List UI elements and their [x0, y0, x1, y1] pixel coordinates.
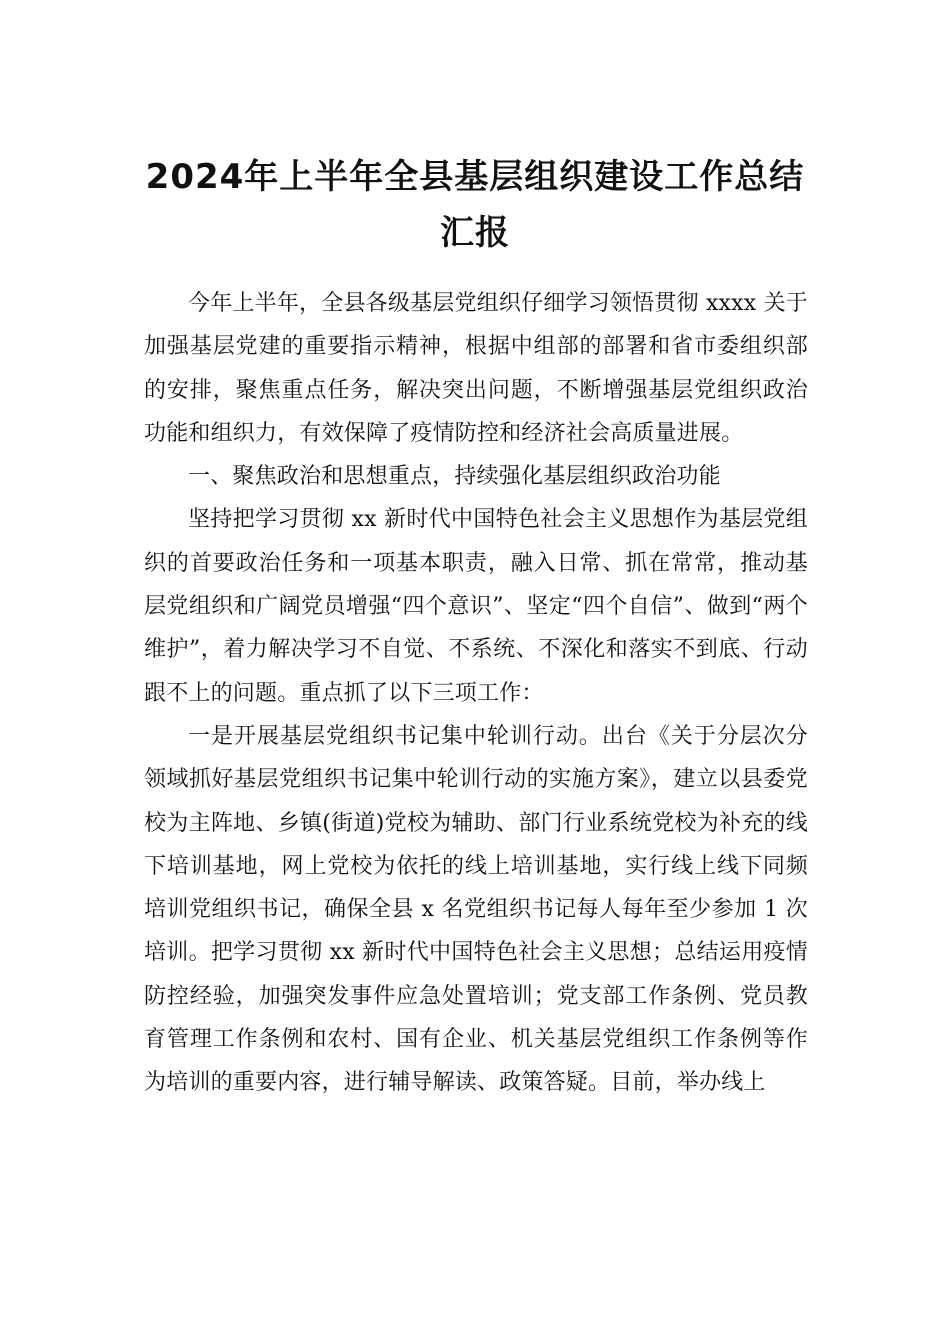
section-heading: 一、聚焦政治和思想重点，持续强化基层组织政治功能	[188, 464, 721, 490]
intro-paragraph: 今年上半年，全县各级基层党组织仔细学习领悟贯彻 xxxx 关于加强基层党建的重要指示精神，根据中组部的部署和省市委组织部的安排，聚焦重点任务，解决突出问题，不断增强基层党组织政治功能和组织力，有效保障了疫情防控和经济社会高质量进展。	[144, 291, 808, 446]
section-paragraph: 坚持把学习贯彻 xx 新时代中国特色社会主义思想作为基层党组织的首要政治任务和一项基本职责，融入日常、抓在常常，推动基层党组织和广阔党员增强“四个意识”、坚定“四个自信”、做到“两个维护”，着力解决学习不自觉、不系统、不深化和落实不到底、行动跟不上的问题。重点抓了以下三项工作：	[144, 507, 808, 706]
document-title: 2024年上半年全县基层组织建设工作总结汇报	[145, 156, 805, 253]
document-body	[144, 282, 808, 1105]
training-paragraph: 一是开展基层党组织书记集中轮训行动。出台《关于分层次分领域抓好基层党组织书记集中轮训行动的实施方案》，建立以县委党校为主阵地、乡镇(街道)党校为辅助、部门行业系统党校为补充的线下培训基地，网上党校为依托的线上培训基地，实行线上线下同频培训党组织书记，确保全县 x 名党组织书记每人每年至少参加 1 次培训。把学习贯彻 xx 新时代中国特色社会主义思想；总结运用疫情防控经验，加强突发事件应急处置培训；党支部工作条例、党员教育管理工作条例和农村、国有企业、机关基层党组织工作条例等作为培训的重要内容，进行辅导解读、政策答疑。目前，举办线上	[144, 723, 808, 1096]
